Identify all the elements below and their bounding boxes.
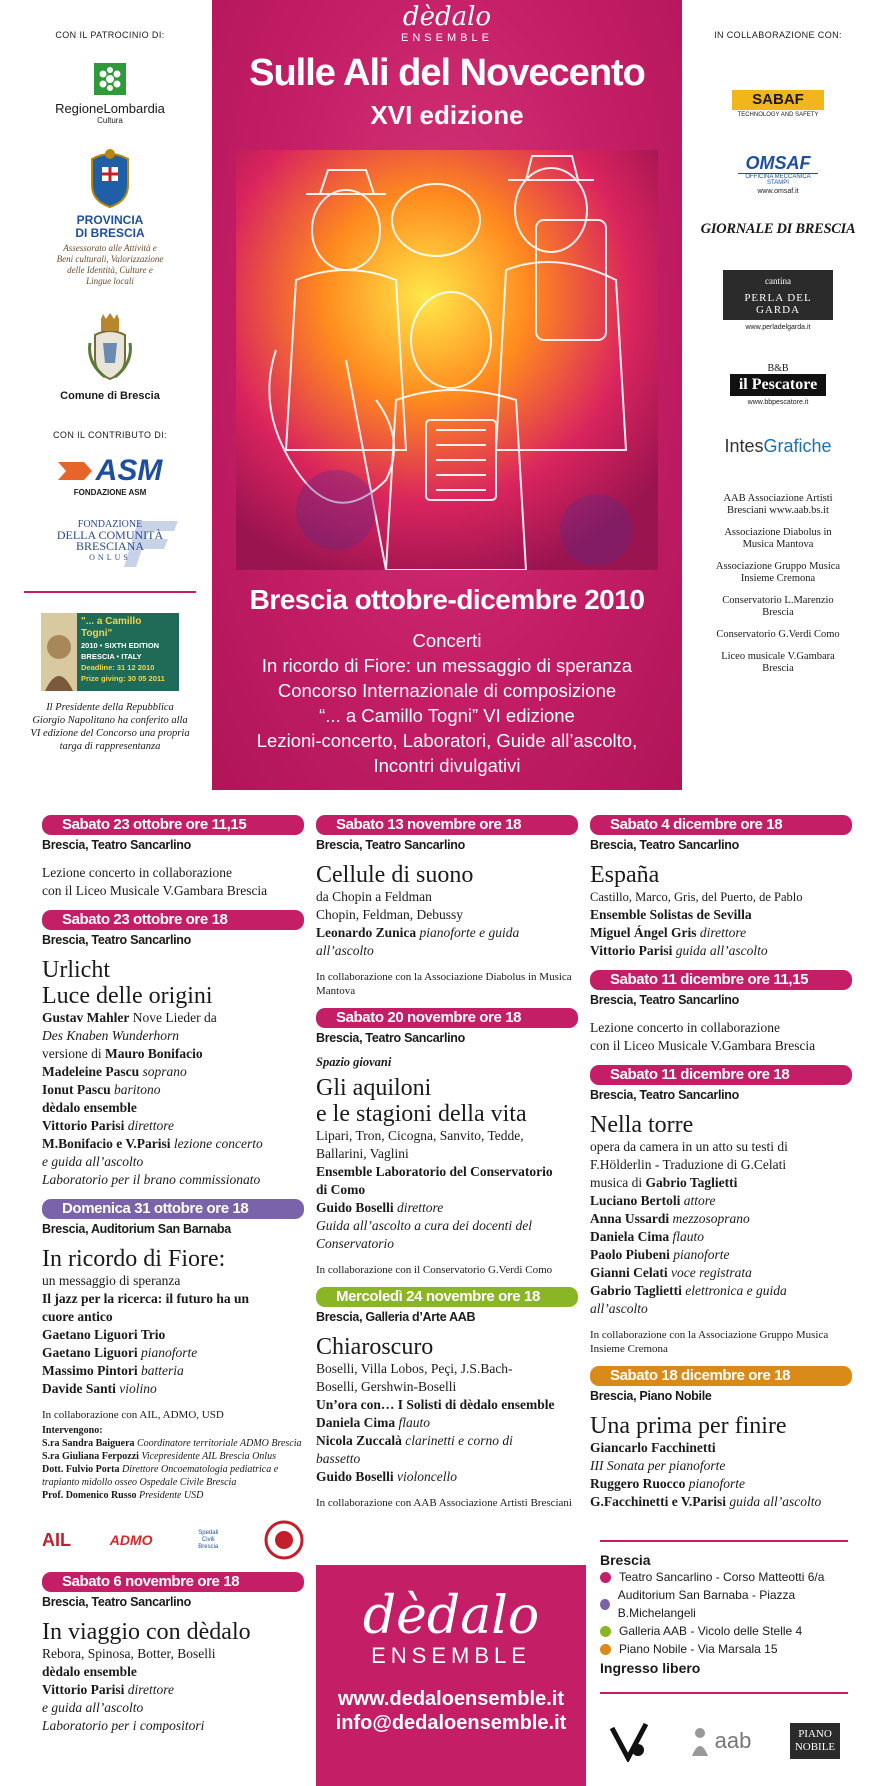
- event-card: [42, 910, 304, 1189]
- asm-sub: FONDAZIONE ASM: [73, 488, 147, 497]
- legend-item: [600, 1586, 848, 1622]
- aab-logo: [689, 1726, 752, 1756]
- event-line: Lipari, Tron, Cicogna, Sanvito, Tedde,: [316, 1128, 524, 1143]
- event-title: In ricordo di Fiore:: [42, 1246, 226, 1272]
- event-title: Urlicht: [42, 957, 110, 983]
- president-note: Il Presidente della Repubblica Giorgio Napolitano ha conferito alla VI edizione del Concorso una propria targa di rappresentanza: [30, 702, 190, 752]
- association-item: Conservatorio L.Marenzio Brescia: [722, 595, 834, 618]
- role: attore: [680, 1193, 716, 1208]
- role: guida all’ascolto: [672, 943, 768, 958]
- event-card: [316, 1008, 578, 1277]
- divider: [600, 1540, 848, 1542]
- event-card: [42, 1572, 304, 1735]
- ensemble-contact-panel: [316, 1565, 586, 1786]
- role: direttore: [393, 1200, 444, 1215]
- event-date: Sabato 20 novembre ore 18: [316, 1008, 578, 1028]
- divider: [24, 591, 196, 593]
- event-line: Castillo, Marco, Gris, del Puerto, de Pablo: [590, 890, 803, 904]
- event-title: Gli aquiloni: [316, 1075, 432, 1101]
- event-title: Luce delle origini: [42, 983, 213, 1009]
- logo-comune-brescia: [30, 313, 190, 402]
- event-line: all’ascolto: [590, 1301, 648, 1316]
- togni-line-3: Deadline: 31 12 2010: [81, 663, 155, 672]
- cantina-url: www.perladelgarda.it: [745, 324, 811, 331]
- logo-fondazione-comunita: [30, 519, 190, 571]
- performer-name: Gabrio Taglietti: [590, 1283, 682, 1298]
- event-line: Des Knaben Wunderhorn: [42, 1028, 179, 1043]
- email-link[interactable]: info@dedaloensemble.it: [335, 1712, 567, 1734]
- event-title: Chiaroscuro: [316, 1334, 434, 1360]
- aab-logo-text: aab: [714, 1728, 752, 1753]
- legend-item: [600, 1568, 848, 1586]
- logo-omsaf: [692, 154, 864, 195]
- role: mezzosoprano: [669, 1211, 750, 1226]
- event-line: Il jazz per la ricerca: il futuro ha un: [42, 1291, 249, 1306]
- association-item: Conservatorio G.Verdi Como: [716, 629, 840, 640]
- varco-logo-icon: [608, 1720, 650, 1762]
- asm-logo-text: ASM: [95, 454, 163, 487]
- role: soprano: [139, 1064, 187, 1079]
- speaker-role: Vicepresidente AIL Brescia Onlus: [138, 1451, 276, 1462]
- event-card: [590, 815, 852, 960]
- event-line: da Chopin a Feldman: [316, 889, 432, 904]
- logo-il-pescatore: [730, 363, 826, 406]
- togni-competition-badge: [41, 613, 179, 691]
- role: violoncello: [393, 1469, 458, 1484]
- venue-dot-icon: [600, 1644, 611, 1655]
- role: Nove Lieder da: [129, 1010, 217, 1025]
- event-venue: Brescia, Teatro Sancarlino: [590, 838, 739, 852]
- event-line: con il Liceo Musicale V.Gambara Brescia: [42, 883, 268, 898]
- performer-name: Leonardo Zunica: [316, 925, 417, 940]
- role: pianoforte: [685, 1476, 745, 1491]
- event-venue: Brescia, Teatro Sancarlino: [590, 1088, 739, 1102]
- poster-line: “... a Camillo Togni” VI edizione: [319, 705, 575, 726]
- fondazione-line-3: BRESCIANA: [75, 539, 144, 553]
- usd-seal-icon: [264, 1520, 304, 1560]
- piano-nobile-logo: [790, 1723, 840, 1759]
- role: musica di: [590, 1175, 646, 1190]
- lombardia-rose-icon: [93, 62, 127, 96]
- event-date: Sabato 23 ottobre ore 11,15: [42, 815, 304, 835]
- event-kicker: Spazio giovani: [316, 1055, 392, 1069]
- event-title: Una prima per finire: [590, 1413, 787, 1439]
- role: direttore: [696, 925, 747, 940]
- event-card: [590, 1366, 852, 1511]
- ail-logo: AIL: [42, 1529, 71, 1550]
- event-date: Sabato 6 novembre ore 18: [42, 1572, 304, 1592]
- event-date: Domenica 31 ottobre ore 18: [42, 1199, 304, 1219]
- event-line: cuore antico: [42, 1309, 113, 1324]
- event-line: Un’ora con… I Solisti di dèdalo ensemble: [316, 1397, 555, 1412]
- lombardia-label: RegioneLombardia: [55, 101, 165, 116]
- event-venue: Brescia, Teatro Sancarlino: [42, 838, 191, 852]
- speaker-role: Presidente USD: [136, 1490, 204, 1501]
- event-card: [316, 815, 578, 998]
- sabaf-sub: TECHNOLOGY AND SAFETY: [737, 112, 819, 118]
- logo-provincia-brescia: [30, 147, 190, 287]
- piano-nobile-line-1: PIANO: [798, 1728, 832, 1740]
- event-line: dèdalo ensemble: [42, 1100, 137, 1115]
- performer-name: Gustav Mahler: [42, 1010, 130, 1025]
- performer-name: G.Facchinetti e V.Parisi: [590, 1494, 726, 1509]
- event-line: all’ascolto: [316, 943, 374, 958]
- hero-poster: [212, 0, 682, 790]
- fondazione-line-1: FONDAZIONE: [77, 519, 143, 530]
- event-date: Sabato 11 dicembre ore 18: [590, 1065, 852, 1085]
- provincia-crest-icon: [88, 147, 132, 209]
- poster-program-lines: [212, 628, 682, 778]
- website-link[interactable]: www.dedaloensemble.it: [338, 1688, 564, 1710]
- venue-dot-icon: [600, 1599, 610, 1610]
- association-item: AAB Associazione Artisti Bresciani www.aab.bs.it: [723, 493, 833, 516]
- role: pianoforte e guida: [416, 925, 520, 940]
- role: lezione concerto: [170, 1136, 263, 1151]
- collab-note: In collaborazione con AIL, ADMO, USD: [42, 1409, 224, 1421]
- event-line: Ballarini, Vaglini: [316, 1146, 409, 1161]
- event-venue: Brescia, Teatro Sancarlino: [316, 1031, 465, 1045]
- event-venue: Brescia, Galleria d’Arte AAB: [316, 1310, 476, 1324]
- performer-name: Miguel Ángel Gris: [590, 925, 697, 940]
- poster-line: Incontri divulgativi: [373, 755, 521, 776]
- venue-legend: [600, 1540, 848, 1762]
- performer-name: Ruggero Ruocco: [590, 1476, 686, 1491]
- sponsor-column-right: [692, 30, 864, 685]
- event-card: [590, 1065, 852, 1356]
- omsaf-sub: OFFICINA MECCANICA STAMPI: [738, 173, 818, 186]
- venue-dot-icon: [600, 1626, 611, 1637]
- role: clarinetti e corno di: [401, 1433, 513, 1448]
- event-title: España: [590, 862, 660, 888]
- performer-name: Ionut Pascu: [42, 1082, 111, 1097]
- role: flauto: [395, 1415, 431, 1430]
- event-line: un messaggio di speranza: [42, 1273, 181, 1288]
- event-card: [42, 1199, 304, 1562]
- omsaf-url: www.omsaf.it: [757, 188, 799, 195]
- performer-name: Mauro Bonifacio: [105, 1046, 203, 1061]
- brand-logo: dèdalo: [402, 2, 492, 32]
- poster-line: In ricordo di Fiore: un messaggio di speranza: [261, 655, 633, 676]
- speaker-name: S.ra Sandra Baiguera: [42, 1438, 135, 1449]
- performer-name: Paolo Piubeni: [590, 1247, 670, 1262]
- speakers-heading: Intervengono:: [42, 1425, 103, 1436]
- event-line: III Sonata per pianoforte: [590, 1458, 726, 1473]
- event-date: Sabato 18 dicembre ore 18: [590, 1366, 852, 1386]
- logo-regione-lombardia: [30, 62, 190, 125]
- pescatore-top: B&B: [767, 363, 789, 374]
- program-column-3: [590, 815, 852, 1521]
- pescatore-url: www.bbpescatore.it: [747, 399, 809, 406]
- venue-dot-icon: [600, 1572, 611, 1583]
- event-line: opera da camera in un atto su testi di: [590, 1139, 788, 1154]
- role: direttore: [124, 1682, 174, 1697]
- performer-name: Vittorio Parisi: [590, 943, 673, 958]
- legend-label: Galleria AAB - Vicolo delle Stelle 4: [619, 1624, 803, 1638]
- ensemble-logo-sub: ENSEMBLE: [371, 1643, 531, 1668]
- event-line: Rebora, Spinosa, Botter, Boselli: [42, 1646, 216, 1661]
- sponsor-column-left: [30, 30, 190, 753]
- event-line: Giancarlo Facchinetti: [590, 1440, 716, 1455]
- event-line: Ensemble Laboratorio del Conservatorio: [316, 1164, 553, 1179]
- event-venue: Brescia, Piano Nobile: [590, 1389, 712, 1403]
- event-title: Nella torre: [590, 1112, 694, 1138]
- partner-logos: [42, 1518, 304, 1562]
- piano-nobile-line-2: NOBILE: [794, 1741, 836, 1753]
- role: violino: [115, 1381, 157, 1396]
- event-venue: Brescia, Auditorium San Barnaba: [42, 1222, 231, 1236]
- logo-intes-grafiche: [692, 436, 864, 457]
- event-line: Gaetano Liguori Trio: [42, 1327, 166, 1342]
- event-card: [42, 815, 304, 900]
- cantina-line-1: cantina: [765, 276, 791, 286]
- event-date: Sabato 4 dicembre ore 18: [590, 815, 852, 835]
- asm-arrows-icon: [58, 458, 92, 484]
- speaker-name: Prof. Domenico Russo: [42, 1490, 137, 1501]
- event-title: Cellule di suono: [316, 862, 474, 888]
- role: elettronica e guida: [681, 1283, 787, 1298]
- free-entry: Ingresso libero: [600, 1660, 701, 1676]
- event-venue: Brescia, Teatro Sancarlino: [42, 1595, 191, 1609]
- association-item: Associazione Gruppo Musica Insieme Cremona: [715, 561, 841, 584]
- speaker-name: Dott. Fulvio Porta: [42, 1464, 120, 1475]
- event-line: di Como: [316, 1182, 366, 1197]
- collab-note: In collaborazione con la Associazione Diabolus in Musica Mantova: [316, 971, 572, 997]
- event-line: Lezione concerto in collaborazione: [42, 865, 233, 880]
- role: pianoforte: [669, 1247, 730, 1262]
- event-date: Sabato 11 dicembre ore 11,15: [590, 970, 852, 990]
- performer-name: Madeleine Pascu: [42, 1064, 140, 1079]
- legend-label: Piano Nobile - Via Marsala 15: [619, 1642, 778, 1656]
- logo-giornale-di-brescia: GIORNALE DI BRESCIA: [700, 221, 856, 237]
- performer-name: Davide Santi: [42, 1381, 116, 1396]
- event-venue: Brescia, Teatro Sancarlino: [42, 933, 191, 947]
- role: flauto: [669, 1229, 705, 1244]
- role: pianoforte: [137, 1345, 198, 1360]
- togni-title: "... a Camillo Togni": [81, 616, 142, 639]
- performer-name: Gaetano Liguori: [42, 1345, 138, 1360]
- sabaf-logo-text: SABAF: [732, 90, 824, 110]
- togni-line-4: Prize giving: 30 05 2011: [81, 674, 165, 683]
- speaker-role: Coordinatore territoriale ADMO Brescia: [134, 1438, 302, 1449]
- event-line: Boselli, Villa Lobos, Peçi, J.S.Bach-: [316, 1361, 513, 1376]
- poster-title: Sulle Ali del Novecento: [249, 52, 645, 94]
- fondazione-line-4: ONLUS: [89, 553, 131, 562]
- event-date: Mercoledì 24 novembre ore 18: [316, 1287, 578, 1307]
- musicians-illustration: [236, 150, 658, 570]
- provincia-sub: Assessorato alle Attività e Beni culturali, Valorizzazione delle Identità, Culture e Lingue locali: [56, 243, 164, 286]
- contributo-heading: CON IL CONTRIBUTO DI:: [53, 430, 167, 440]
- aab-figure-icon: [689, 1726, 711, 1756]
- role: direttore: [124, 1118, 174, 1133]
- collab-note: In collaborazione con il Conservatorio G.Verdi Como: [316, 1264, 553, 1276]
- poster-line: Lezioni-concerto, Laboratori, Guide all’ascolto,: [256, 730, 638, 751]
- performer-name: M.Bonifacio e V.Parisi: [42, 1136, 171, 1151]
- program-column-2: [316, 815, 578, 1520]
- event-line: Laboratorio per il brano commissionato: [42, 1172, 261, 1187]
- legend-item: [600, 1640, 848, 1658]
- event-line: Ensemble Solistas de Sevilla: [590, 907, 752, 922]
- togni-line-2: BRESCIA • ITALY: [81, 652, 142, 661]
- cantina-line-2: PERLA DEL GARDA: [744, 292, 812, 316]
- event-venue: Brescia, Teatro Sancarlino: [316, 838, 465, 852]
- lombardia-sub: Cultura: [97, 116, 123, 125]
- event-line: e guida all’ascolto: [42, 1154, 144, 1169]
- poster-line: Concerti: [412, 630, 482, 651]
- event-card: [316, 1287, 578, 1510]
- role: batteria: [137, 1363, 184, 1378]
- speaker-role: Direttore Oncoematologia pediatrica e trapianto midollo osseo Ospedale Civile Brescia: [42, 1464, 279, 1488]
- togni-portrait: [41, 613, 77, 691]
- performer-name: Anna Ussardi: [590, 1211, 670, 1226]
- event-venue: Brescia, Teatro Sancarlino: [590, 993, 739, 1007]
- event-line: Lezione concerto in collaborazione: [590, 1020, 781, 1035]
- association-item: Liceo musicale V.Gambara Brescia: [721, 651, 835, 674]
- provincia-label-1: PROVINCIA: [76, 213, 144, 227]
- poster-line: Concorso Internazionale di composizione: [277, 680, 617, 701]
- grafiche-text: Grafiche: [763, 436, 832, 456]
- logo-fondazione-asm: [30, 456, 190, 497]
- comune-crest-icon: [85, 313, 135, 381]
- patrocinio-heading: CON IL PATROCINIO DI:: [55, 30, 165, 40]
- event-date: Sabato 23 ottobre ore 18: [42, 910, 304, 930]
- logo-cantina-perla: [723, 270, 833, 331]
- event-line: Conservatorio: [316, 1236, 395, 1251]
- performer-name: Guido Boselli: [316, 1469, 394, 1484]
- legend-city: Brescia: [600, 1552, 651, 1568]
- associations-list: [692, 493, 864, 675]
- poster-subtitle: XVI edizione: [370, 100, 524, 130]
- spedali-logo: Spedali Civili Brescia: [198, 1529, 219, 1550]
- intes-text: Intes: [724, 436, 764, 456]
- event-line: e guida all’ascolto: [42, 1700, 144, 1715]
- event-line: Boselli, Gershwin-Boselli: [316, 1379, 457, 1394]
- role: voce registrata: [667, 1265, 752, 1280]
- role: versione di: [42, 1046, 105, 1061]
- fondazione-line-2: DELLA COMUNITÀ: [56, 528, 164, 542]
- logo-sabaf: [732, 90, 824, 118]
- performer-name: Daniela Cima: [316, 1415, 396, 1430]
- admo-logo: ADMO: [109, 1532, 153, 1548]
- performer-name: Gianni Celati: [590, 1265, 668, 1280]
- performer-name: Luciano Bertoli: [590, 1193, 681, 1208]
- role: guida all’ascolto: [725, 1494, 822, 1509]
- association-item: Associazione Diabolus in Musica Mantova: [724, 527, 832, 550]
- event-line: F.Hölderlin - Traduzione di G.Celati: [590, 1157, 787, 1172]
- poster-date: Brescia ottobre-dicembre 2010: [249, 584, 645, 615]
- event-line: Chopin, Feldman, Debussy: [316, 907, 463, 922]
- performer-name: Massimo Pintori: [42, 1363, 138, 1378]
- performer-name: Vittorio Parisi: [42, 1682, 125, 1697]
- event-title: e le stagioni della vita: [316, 1101, 527, 1127]
- speaker-name: S.ra Giuliana Ferpozzi: [42, 1451, 139, 1462]
- legend-label: Teatro Sancarlino - Corso Matteotti 6/a: [619, 1570, 825, 1584]
- role: baritono: [110, 1082, 161, 1097]
- omsaf-logo-text: OMSAF: [745, 153, 811, 173]
- legend-item: [600, 1622, 848, 1640]
- divider: [600, 1692, 848, 1694]
- comune-label: Comune di Brescia: [60, 390, 160, 402]
- event-date: Sabato 13 novembre ore 18: [316, 815, 578, 835]
- performer-name: Nicola Zuccalà: [316, 1433, 402, 1448]
- togni-line-1: 2010 • SIXTH EDITION: [81, 641, 160, 650]
- program-column-1: [42, 815, 304, 1745]
- legend-label: Auditorium San Barnaba - Piazza B.Michelangeli: [617, 1588, 796, 1620]
- brand-logo-sub: ENSEMBLE: [401, 32, 493, 44]
- event-title: In viaggio con dèdalo: [42, 1619, 251, 1645]
- event-line: dèdalo ensemble: [42, 1664, 137, 1679]
- event-line: con il Liceo Musicale V.Gambara Brescia: [590, 1038, 816, 1053]
- performer-name: Vittorio Parisi: [42, 1118, 125, 1133]
- collab-note: In collaborazione con la Associazione Gruppo Musica Insieme Cremona: [590, 1329, 829, 1355]
- event-card: [590, 970, 852, 1055]
- event-line: bassetto: [316, 1451, 361, 1466]
- footer-logos: [600, 1720, 848, 1762]
- performer-name: Daniela Cima: [590, 1229, 670, 1244]
- event-line: Guida all’ascolto a cura dei docenti del: [316, 1218, 532, 1233]
- collab-heading: IN COLLABORAZIONE CON:: [714, 30, 842, 40]
- collab-note: In collaborazione con AAB Associazione Artisti Bresciani: [316, 1497, 572, 1509]
- performer-name: Gabrio Taglietti: [645, 1175, 738, 1190]
- provincia-label-2: DI BRESCIA: [75, 226, 145, 240]
- ensemble-logo: dèdalo: [362, 1586, 540, 1646]
- pescatore-logo-text: il Pescatore: [730, 374, 826, 396]
- event-line: Laboratorio per i compositori: [42, 1718, 205, 1733]
- performer-name: Guido Boselli: [316, 1200, 394, 1215]
